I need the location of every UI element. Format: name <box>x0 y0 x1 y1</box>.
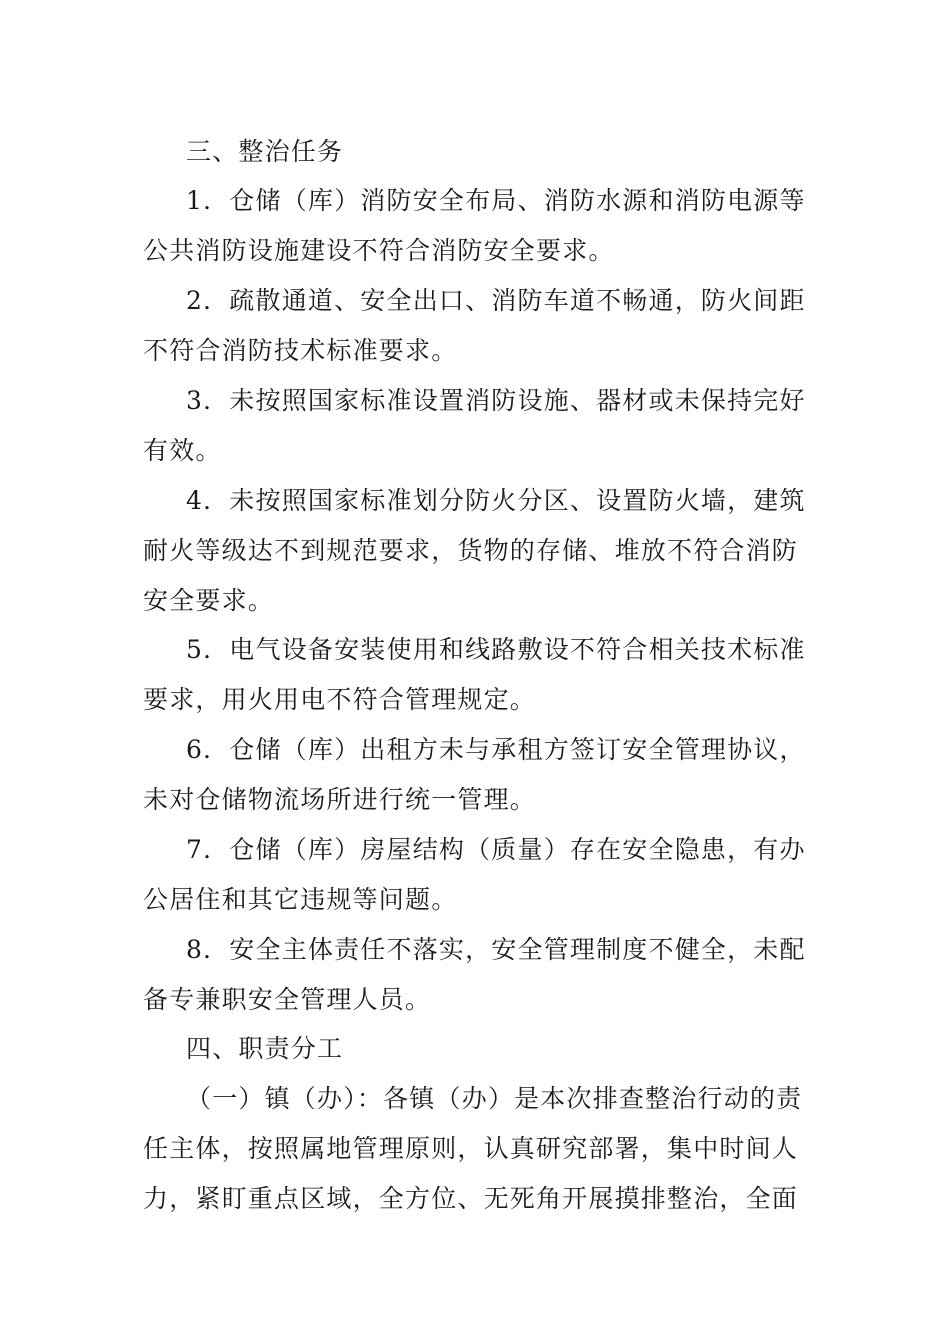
paragraph-line: 安全要求。 <box>143 586 275 615</box>
section-heading-3: 三、整治任务 <box>186 137 344 166</box>
paragraph-line: 有效。 <box>143 436 222 465</box>
paragraph-line: 要求，用火用电不符合管理规定。 <box>143 685 537 714</box>
paragraph-line: 7．仓储（库）房屋结构（质量）存在安全隐患，有办 <box>186 835 806 864</box>
paragraph-line: 3．未按照国家标准设置消防设施、器材或未保持完好 <box>186 386 806 415</box>
paragraph-line: （一）镇（办）：各镇（办）是本次排查整治行动的责 <box>186 1084 803 1113</box>
paragraph-line: 4．未按照国家标准划分防火分区、设置防火墙，建筑 <box>186 486 806 515</box>
paragraph-line: 不符合消防技术标准要求。 <box>143 336 458 365</box>
paragraph-line: 公共消防设施建设不符合消防安全要求。 <box>143 236 615 265</box>
paragraph-line: 未对仓储物流场所进行统一管理。 <box>143 785 537 814</box>
paragraph-line: 8．安全主体责任不落实，安全管理制度不健全，未配 <box>186 935 806 964</box>
paragraph-line: 5．电气设备安装使用和线路敷设不符合相关技术标准 <box>186 635 806 664</box>
paragraph-line: 1．仓储（库）消防安全布局、消防水源和消防电源等 <box>186 186 806 215</box>
paragraph-line: 备专兼职安全管理人员。 <box>143 985 432 1014</box>
paragraph-line: 力，紧盯重点区域，全方位、无死角开展摸排整治，全面 <box>143 1184 799 1213</box>
section-heading-4: 四、职责分工 <box>186 1034 344 1063</box>
paragraph-line: 任主体，按照属地管理原则，认真研究部署，集中时间人 <box>143 1134 799 1163</box>
paragraph-line: 2．疏散通道、安全出口、消防车道不畅通，防火间距 <box>186 286 806 315</box>
paragraph-line: 6．仓储（库）出租方未与承租方签订安全管理协议， <box>186 735 806 764</box>
paragraph-line: 公居住和其它违规等问题。 <box>143 885 458 914</box>
paragraph-line: 耐火等级达不到规范要求，货物的存储、堆放不符合消防 <box>143 536 799 565</box>
